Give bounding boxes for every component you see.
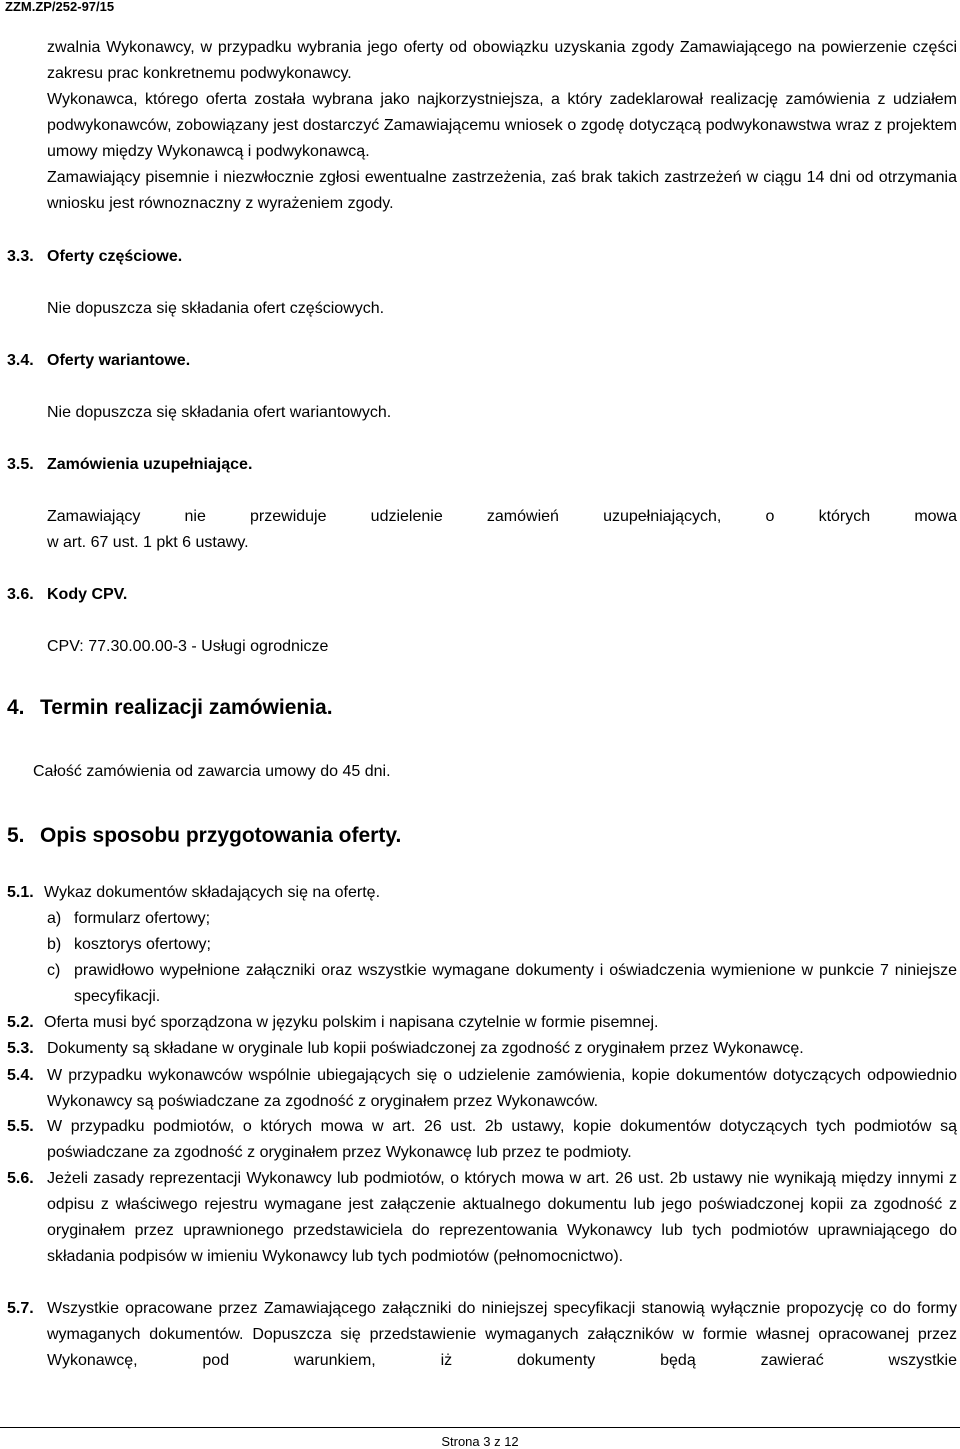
section-number: 5.6. (7, 1170, 34, 1187)
list-item-text: prawidłowo wypełnione załączniki oraz wszystkie wymagane dokumenty i oświadczenia wymienione w punkcie 7 niniejsze specyfikacji. (74, 962, 957, 1005)
section-5-2 (7, 1010, 957, 1036)
section-text: Wszystkie opracowane przez Zamawiającego załączniki do niniejszej specyfikacji stanowią wyłącznie propozycję co do formy wymaganych dokumentów. Dopuszcza się przedstawienie wymaganych załączników w formie własnej opracowanej przez Wykonawcę, pod warunkiem, iż dokumenty będą zawierać wszystkie (47, 1300, 957, 1369)
section-3-5-text-line-1: Zamawiający nie przewiduje udzielenie zamówień uzupełniających, o których mowa (47, 508, 957, 525)
section-number: 5.1. (7, 884, 34, 901)
list-item (47, 932, 957, 958)
section-3-6-text: CPV: 77.30.00.00-3 - Usługi ogrodnicze (47, 638, 329, 655)
section-text: Jeżeli zasady reprezentacji Wykonawcy lub podmiotów, o których mowa w art. 26 ust. 2b ustawy nie wynikają między innymi z odpisu z właściwego rejestru wymagane jest załączenie aktualnego dokumentu lub jego poświadczonej kopii za zgodność z oryginałem przez uprawnionego przedstawiciela do reprezentowania Wykonawcy lub tych podmiotów uprawniającego do składania podpisów w imieniu Wykonawcy lub tych podmiotów (pełnomocnictwo). (47, 1170, 957, 1265)
document-reference: ZZM.ZP/252-97/15 (5, 0, 115, 14)
list-item-label: b) (47, 936, 62, 953)
section-5-1-heading (7, 880, 957, 906)
list-item-label: a) (47, 910, 62, 927)
section-text: W przypadku podmiotów, o których mowa w art. 26 ust. 2b ustawy, kopie dokumentów dotyczących tych podmiotów są poświadczane za zgodność z oryginałem przez Wykonawcę lub przez te podmioty. (47, 1118, 957, 1161)
section-5-6 (7, 1166, 957, 1270)
section-number: 5.2. (7, 1014, 34, 1031)
section-number: 5.4. (7, 1067, 34, 1084)
list-item-text: kosztorys ofertowy; (74, 936, 211, 953)
section-3-3-heading (7, 244, 907, 270)
section-number: 3.4. (7, 352, 34, 369)
section-title: Zamówienia uzupełniające. (47, 456, 253, 473)
section-5-4 (7, 1063, 957, 1115)
section-number: 5.7. (7, 1300, 34, 1317)
section-3-6-heading (7, 582, 907, 608)
section-4-text: Całość zamówienia od zawarcia umowy do 45 dni. (33, 763, 391, 780)
section-5-5 (7, 1114, 957, 1166)
section-number: 5. (7, 824, 25, 847)
section-title: Oferty częściowe. (47, 248, 183, 265)
section-3-4-text: Nie dopuszcza się składania ofert wariantowych. (47, 404, 392, 421)
section-number: 3.5. (7, 456, 34, 473)
section-text: Oferta musi być sporządzona w języku polskim i napisana czytelnie w formie pisemnej. (44, 1014, 659, 1031)
section-text: W przypadku wykonawców wspólnie ubiegających się o udzielenie zamówienia, kopie dokumentów dotyczących odpowiednio Wykonawcy są poświadczane za zgodność z oryginałem przez Wykonawców. (47, 1067, 957, 1110)
section-title: Termin realizacji zamówienia. (40, 696, 333, 719)
section-text: Dokumenty są składane w oryginale lub kopii poświadczonej za zgodność z oryginałem przez Wykonawcę. (47, 1040, 804, 1057)
section-4-heading (7, 695, 907, 721)
section-5-7 (7, 1296, 957, 1374)
intro-paragraph-1: zwalnia Wykonawcy, w przypadku wybrania jego oferty od obowiązku uzyskania zgody Zamawiającego na powierzenie części zakresu prac konkretnemu podwykonawcy. (47, 39, 957, 82)
section-3-4-heading (7, 348, 907, 374)
intro-paragraph-2: Wykonawca, którego oferta została wybrana jako najkorzystniejsza, a który zadeklarował realizację zamówienia z udziałem podwykonawców, zobowiązany jest dostarczyć Zamawiającemu wniosek o zgodę dotyczącą podwykonawstwa wraz z projektem umowy między Wykonawcą i podwykonawcą. (47, 91, 957, 160)
section-3-5-text-line-2: w art. 67 ust. 1 pkt 6 ustawy. (47, 534, 249, 551)
section-5-3 (7, 1036, 957, 1062)
footer-divider (0, 1427, 960, 1428)
section-title: Wykaz dokumentów składających się na ofertę. (44, 884, 381, 901)
list-item-text: formularz ofertowy; (74, 910, 211, 927)
section-number: 5.3. (7, 1040, 34, 1057)
section-title: Oferty wariantowe. (47, 352, 191, 369)
section-number: 3.6. (7, 586, 34, 603)
section-title: Opis sposobu przygotowania oferty. (40, 824, 402, 847)
section-title: Kody CPV. (47, 586, 128, 603)
list-item-label: c) (47, 962, 61, 979)
section-number: 5.5. (7, 1118, 34, 1135)
list-item (47, 906, 957, 932)
section-number: 3.3. (7, 248, 34, 265)
intro-paragraph-3: Zamawiający pisemnie i niezwłocznie zgłosi ewentualne zastrzeżenia, zaś brak takich zastrzeżeń w ciągu 14 dni od otrzymania wniosku jest równoznaczny z wyrażeniem zgody. (47, 169, 957, 212)
section-number: 4. (7, 696, 25, 719)
section-3-5-heading (7, 452, 907, 478)
list-item (47, 958, 957, 1010)
page-number: Strona 3 z 12 (441, 1434, 519, 1449)
section-5-heading (7, 823, 907, 849)
section-3-3-text: Nie dopuszcza się składania ofert częściowych. (47, 300, 385, 317)
